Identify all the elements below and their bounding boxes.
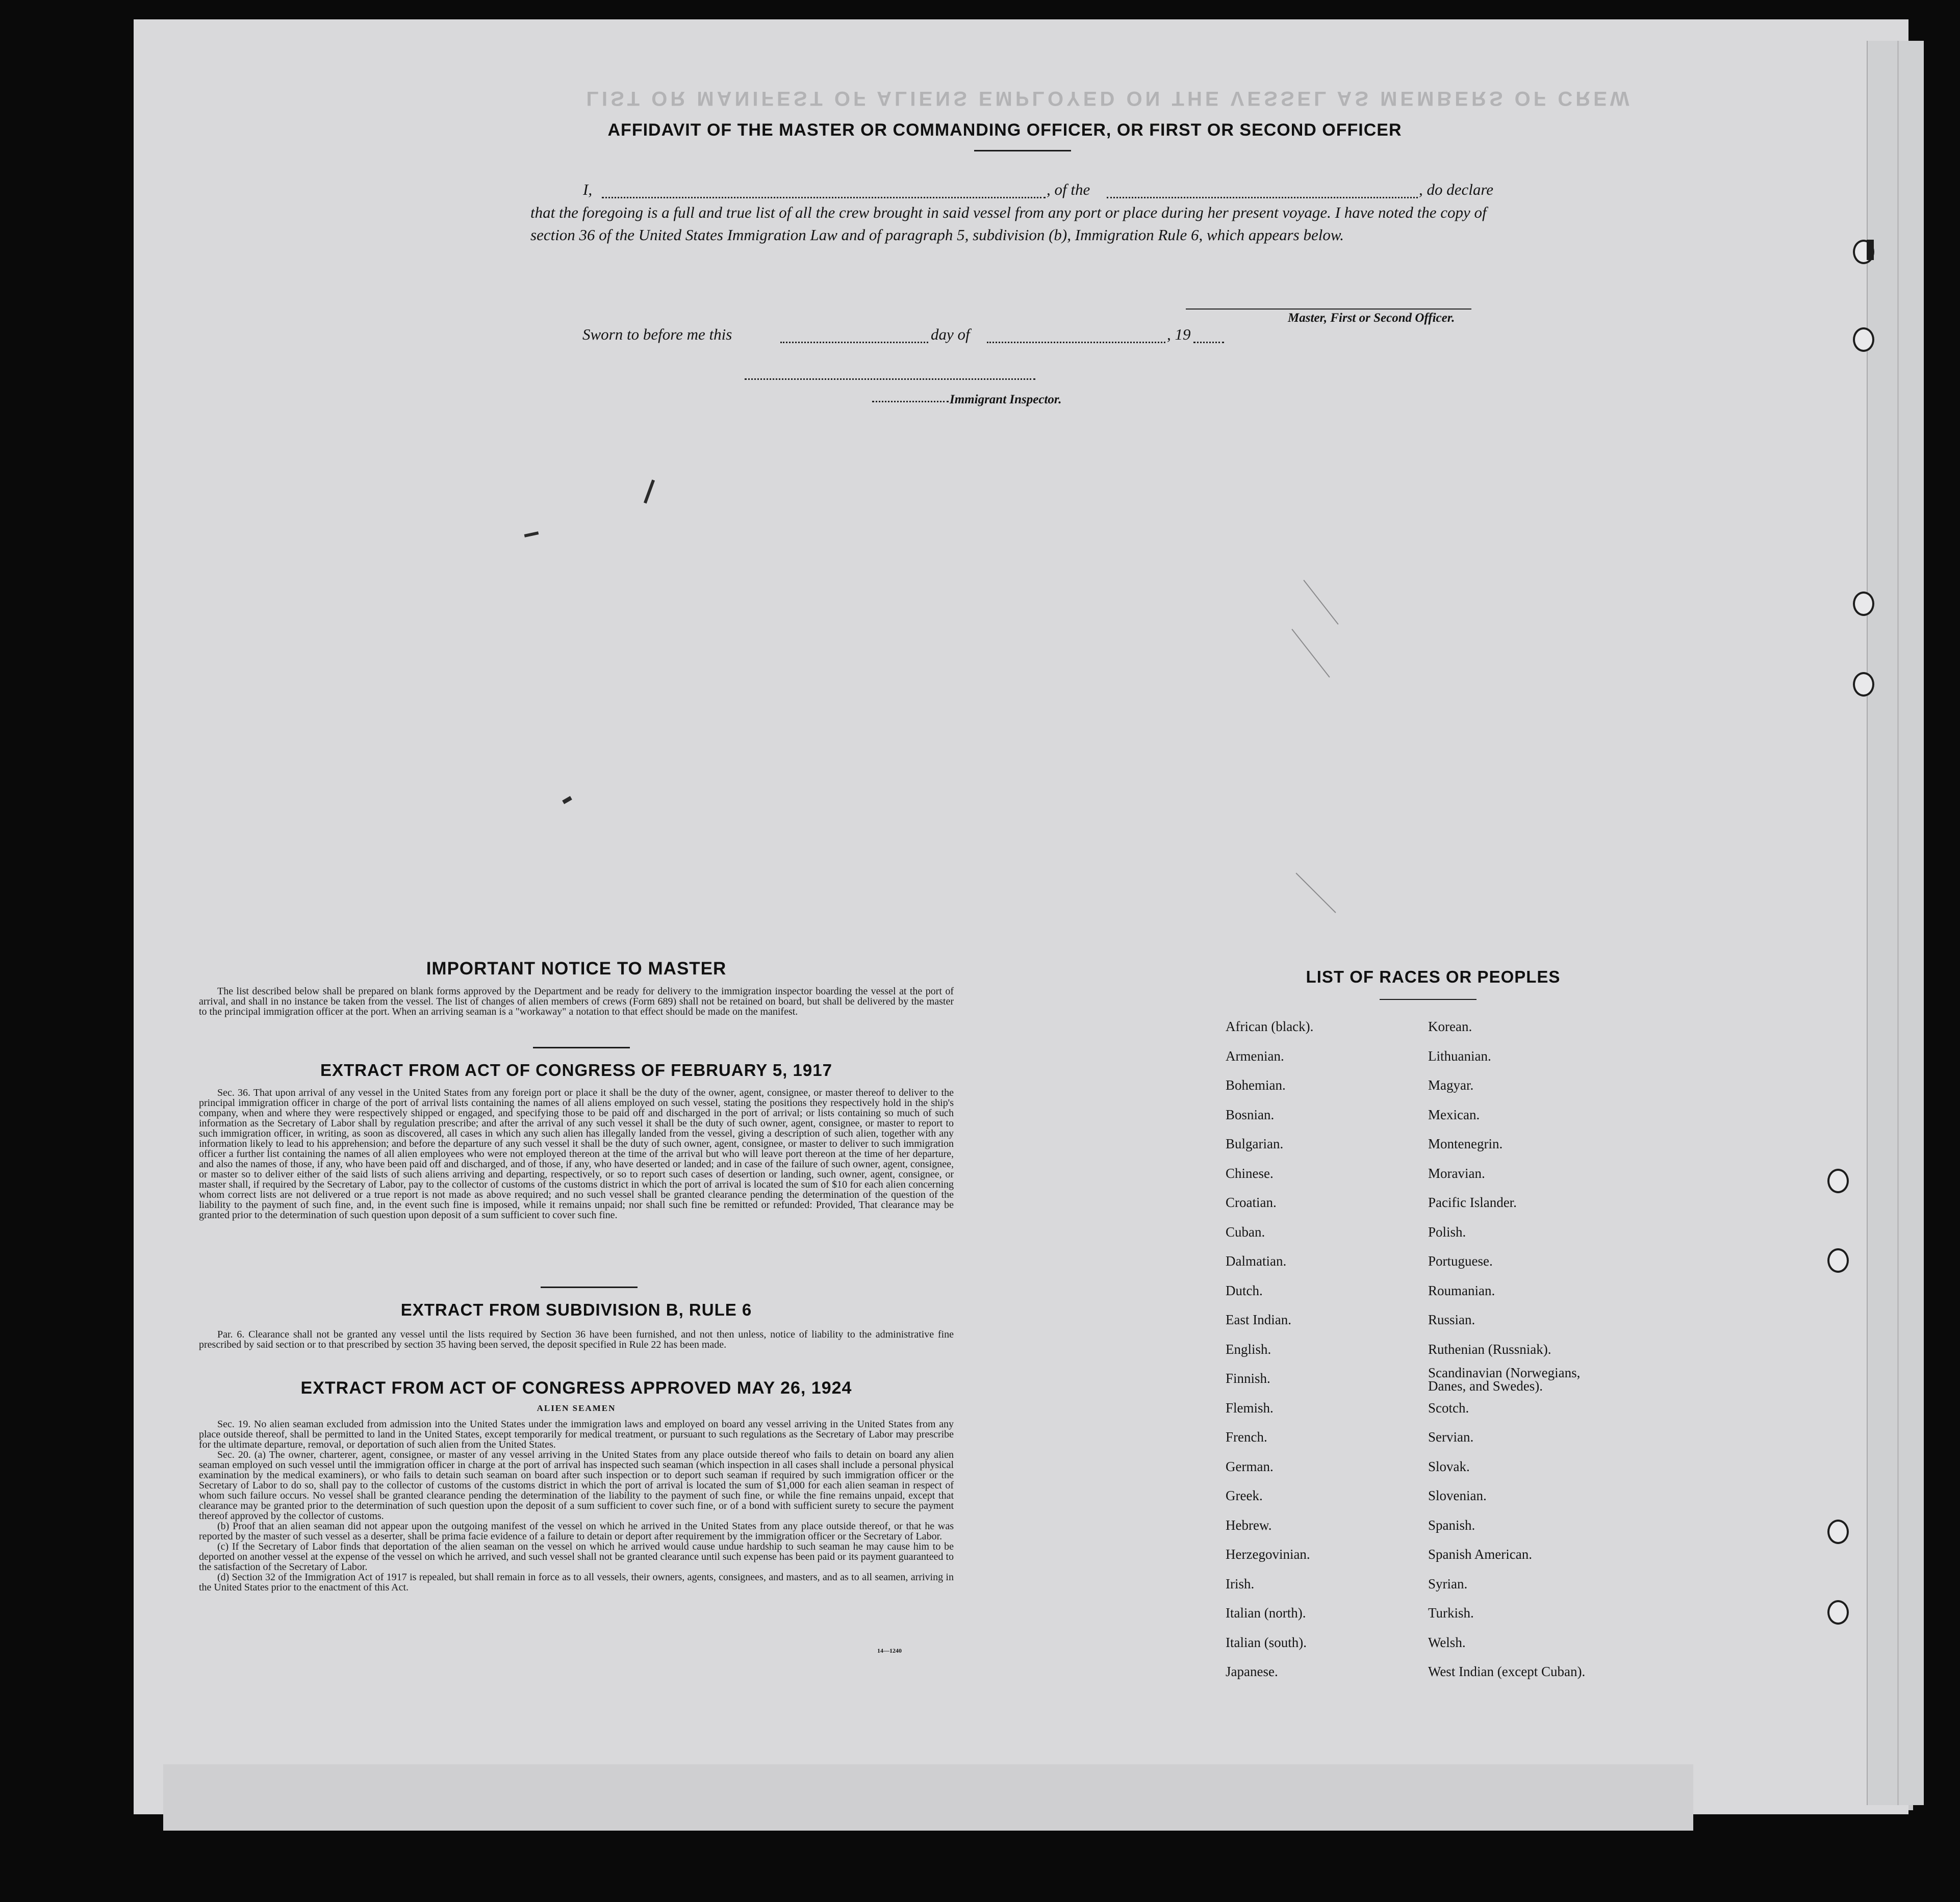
race-item: Russian. (1428, 1312, 1475, 1327)
vessel-line[interactable] (1107, 197, 1418, 198)
act-1924-paragraph: Sec. 19. No alien seaman excluded from admission into the United States under the immigration laws and employed on board any vessel arriving in the United States from any place outside thereof, shall be permitted to land in the United States, except temporarily for medical treatment, or pursuant to such regulations as the Secretary of Labor may prescribe for the ultimate departure, removal, or deportation of such alien from the United States. (199, 1419, 954, 1450)
inspector-label: Immigrant Inspector. (950, 393, 1062, 406)
act-1924-subtitle: ALIEN SEAMEN (537, 1403, 616, 1413)
affidavit-i-label: I, (583, 181, 593, 198)
race-item: Dutch. (1226, 1282, 1263, 1298)
race-item: Scotch. (1428, 1400, 1469, 1416)
race-item: Slovak. (1428, 1458, 1470, 1474)
binder-hole (1827, 1248, 1849, 1273)
act-1917-paragraph: Sec. 36. That upon arrival of any vessel in the United States from any foreign port or place it shall be the duty of the owner, agent, consignee, or master thereof to deliver to the principal immigration officer in charge of the port of arrival lists containing the names of all aliens employed on such vessel, stating the positions they respectively hold in the ship's company, when and where they were respectively shipped or engaged, and specifying those to be paid off and discharged in the port of arrival; or lists containing so much of such information as the Secretary of Labor shall by regulation prescribe; and after the arrival of any such vessel it shall be the duty of such owner, agent, consignee, or master to report to such immigration officer, in writing, as soon as discovered, all cases in which any such alien has illegally landed from the vessel, giving a description of such alien, together with any information likely to lead to his apprehension; and before the departure of any such vessel it shall be the duty of such owner, agent, consignee, or master to deliver to such immigration officer a further list containing the names of all alien employees who were not employed thereon at the time of the arrival but who will leave port thereon at the time of her departure, and also the names of those, if any, who have been paid off and discharged, and of those, if any, who have deserted or landed; and in case of the failure of such owner, agent, consignee, or master so to deliver either of the said lists of such aliens arriving and departing, respectively, or so to report such cases of desertion or landing, such owner, agent, consignee, or master shall, if required by the Secretary of Labor, pay to the collector of customs of the customs district in which the port of arrival is located the sum of $10 for each alien concerning whom correct lists are not delivered or a true report is not made as above required; and no such vessel shall be granted clearance pending the determination of the question of the liability to the payment of such fine, and, in the event such fine is imposed, while it remains unpaid; nor shall such fine be remitted or refunded: Provided, That clearance may be granted prior to the determination of such question upon deposit of a sum sufficient to cover such fine. (199, 1087, 954, 1221)
sworn-label: Sworn to before me this (582, 325, 732, 343)
race-item: Montenegrin. (1428, 1136, 1503, 1151)
affidavit-title: AFFIDAVIT OF THE MASTER OR COMMANDING OFFICER, OR FIRST OR SECOND OFFICER (607, 120, 1402, 140)
affidavit-body: that the foregoing is a full and true list of all the crew brought in said vessel from any port or place during her present voyage. I have noted the copy of section 36 of the United States Immigration Law and of paragraph 5, subdivision (b), Immigration Rule 6, which appears below. (530, 203, 1487, 244)
act-1917-title: EXTRACT FROM ACT OF CONGRESS OF FEBRUARY 5, 1917 (320, 1061, 832, 1079)
race-item: Moravian. (1428, 1165, 1485, 1181)
race-item: Bosnian. (1226, 1107, 1275, 1122)
binder-hole (1827, 1600, 1849, 1625)
race-item: Pacific Islander. (1428, 1195, 1517, 1210)
races-left-column (1226, 1012, 1313, 1687)
binder-strip (1867, 41, 1924, 1805)
section-rule (533, 1047, 630, 1048)
race-item: Herzegovinian. (1226, 1547, 1310, 1562)
race-item: Croatian. (1226, 1195, 1277, 1210)
race-item: German. (1226, 1458, 1274, 1474)
race-item: Hebrew. (1226, 1517, 1272, 1533)
race-item: Armenian. (1226, 1048, 1284, 1064)
binder-fold (1897, 41, 1899, 1805)
name-line[interactable] (602, 197, 1046, 198)
race-item: Slovenian. (1428, 1488, 1487, 1503)
sworn-month-line[interactable] (987, 342, 1165, 343)
race-item: East Indian. (1226, 1312, 1291, 1327)
race-item: English. (1226, 1341, 1271, 1357)
race-item: Greek. (1226, 1488, 1263, 1503)
act-1924-paragraph: Sec. 20. (a) The owner, charterer, agent, consignee, or master of any vessel arriving in the United States from any place outside thereof who fails to detain on board any alien seaman employed on such vessel until the immigration officer in charge at the port of arrival has inspected such seaman (which inspection in all cases shall include a personal physical examination by the medical examiners), or who fails to detain such seaman on board after such inspection or to deport such seaman if required by such immigration officer or the Secretary of Labor to do so, shall pay to the collector of customs of the customs district in which the port of arrival is located the sum of $1,000 for each alien seaman in respect of whom such failure occurs. No vessel shall be granted clearance pending the determination of the liability to the payment of such fine, or while the fine remains unpaid, except that clearance may be granted prior to the determination of such question upon the deposit of a sum sufficient to cover such fine, or of a bond with sufficient surety to secure the payment thereof approved by the collector of customs. (199, 1449, 954, 1522)
race-item: Bulgarian. (1226, 1136, 1284, 1151)
race-item: Chinese. (1226, 1165, 1274, 1181)
binder-hole (1827, 1169, 1849, 1193)
year-label: , 19 (1167, 325, 1191, 343)
section-rule (541, 1287, 638, 1288)
race-item: Magyar. (1428, 1077, 1474, 1093)
subdivision-body (199, 1329, 954, 1350)
races-rule (1380, 999, 1477, 1000)
race-item: Roumanian. (1428, 1282, 1495, 1298)
race-item: French. (1226, 1429, 1267, 1445)
race-item: Japanese. (1226, 1664, 1278, 1679)
race-item: Lithuanian. (1428, 1048, 1491, 1064)
sworn-day-line[interactable] (780, 342, 928, 343)
race-item: Korean. (1428, 1019, 1472, 1034)
master-signature-line[interactable] (1186, 309, 1471, 310)
race-item: Scandinavian (Norwegians, Danes, and Swedes). (1428, 1365, 1581, 1394)
race-item: Cuban. (1226, 1224, 1265, 1240)
race-item: Polish. (1428, 1224, 1466, 1240)
race-item: Italian (south). (1226, 1634, 1307, 1650)
scan-mark (1867, 240, 1874, 260)
race-item: Irish. (1226, 1576, 1255, 1591)
affidavit-of-the-label: , of the (1047, 181, 1090, 198)
act-1924-title: EXTRACT FROM ACT OF CONGRESS APPROVED MAY 26, 1924 (300, 1378, 852, 1398)
race-item: Ruthenian (Russniak). (1428, 1341, 1551, 1357)
binder-hole (1827, 1520, 1849, 1544)
inspector-dash-line (872, 401, 949, 402)
races-right-column (1428, 1012, 1612, 1687)
binder-hole (1853, 672, 1874, 697)
race-item: Mexican. (1428, 1107, 1480, 1122)
subdivision-title: EXTRACT FROM SUBDIVISION B, RULE 6 (400, 1300, 752, 1319)
race-item: Finnish. (1226, 1371, 1270, 1386)
act-1917-body (199, 1088, 954, 1220)
race-item: West Indian (except Cuban). (1428, 1664, 1586, 1679)
binder-hole (1853, 592, 1874, 616)
race-item: Welsh. (1428, 1634, 1466, 1650)
notice-title: IMPORTANT NOTICE TO MASTER (426, 959, 727, 979)
act-1924-paragraph: (b) Proof that an alien seaman did not appear upon the outgoing manifest of the vessel on which he arrived in the United States from any place outside thereof, or that he was reported by the master of such vessel as a deserter, shall be prima facie evidence of a failure to detain or deport after requirement by the immigration officer or the Secretary of Labor. (199, 1521, 954, 1542)
race-item: Turkish. (1428, 1605, 1474, 1621)
notice-paragraph: The list described below shall be prepared on blank forms approved by the Department and be ready for delivery to the immigration inspector boarding the vessel at the port of arrival, and shall in no instance be taken from the vessel. The list of changes of alien members of crews (Form 689) shall not be retained on board, but shall be delivered by the master to the principal immigration officer at the port. When an arriving seaman is a "workaway" a notation to that effect should be made on the manifest. (199, 986, 954, 1017)
race-item: Servian. (1428, 1429, 1474, 1445)
race-item: Portuguese. (1428, 1253, 1493, 1269)
race-item: Flemish. (1226, 1400, 1274, 1416)
form-number: 14—1240 (877, 1647, 902, 1654)
race-item: Syrian. (1428, 1576, 1468, 1591)
race-item: Italian (north). (1226, 1605, 1306, 1621)
binder-hole (1853, 327, 1874, 352)
inspector-signature-line[interactable] (745, 378, 1035, 380)
race-item: Dalmatian. (1226, 1253, 1287, 1269)
title-rule (974, 150, 1071, 151)
notice-body (199, 986, 954, 1017)
race-item: Bohemian. (1226, 1077, 1286, 1093)
day-of-label: day of (931, 325, 970, 343)
race-item: Spanish American. (1428, 1547, 1532, 1562)
act-1924-paragraph: (d) Section 32 of the Immigration Act of 1917 is repealed, but shall remain in force as to all vessels, their owners, agents, consignees, and masters, and as to all seamen, arriving in the United States prior to the enactment of this Act. (199, 1572, 954, 1593)
bleed-through-text: LIST OR MANIFEST OF ALIENS EMPLOYED ON THE VESSEL AS MEMBERS OF CREW (586, 87, 1633, 110)
page-edge (163, 1764, 1693, 1831)
master-signature-label: Master, First or Second Officer. (1288, 311, 1455, 325)
race-item: African (black). (1226, 1019, 1314, 1034)
affidavit-do-declare-label: , do declare (1419, 181, 1494, 198)
act-1924-body (199, 1419, 954, 1592)
races-title: LIST OF RACES OR PEOPLES (1306, 967, 1561, 986)
sworn-year-line[interactable] (1193, 342, 1224, 343)
subdivision-paragraph: Par. 6. Clearance shall not be granted any vessel until the lists required by Section 36 have been furnished, and not then unless, notice of liability to the administrative fine prescribed by said section or to that prescribed by section 35 having been served, the deposit specified in Rule 22 has been made. (199, 1329, 954, 1350)
act-1924-paragraph: (c) If the Secretary of Labor finds that deportation of the alien seaman on the vessel on which he arrived would cause undue hardship to such seaman he may cause him to be deported on another vessel at the expense of the vessel on which he arrived, and such vessel shall not be granted clearance until such expense has been paid or its payment guaranteed to the satisfaction of the Secretary of Labor. (199, 1541, 954, 1573)
race-item: Spanish. (1428, 1517, 1475, 1533)
